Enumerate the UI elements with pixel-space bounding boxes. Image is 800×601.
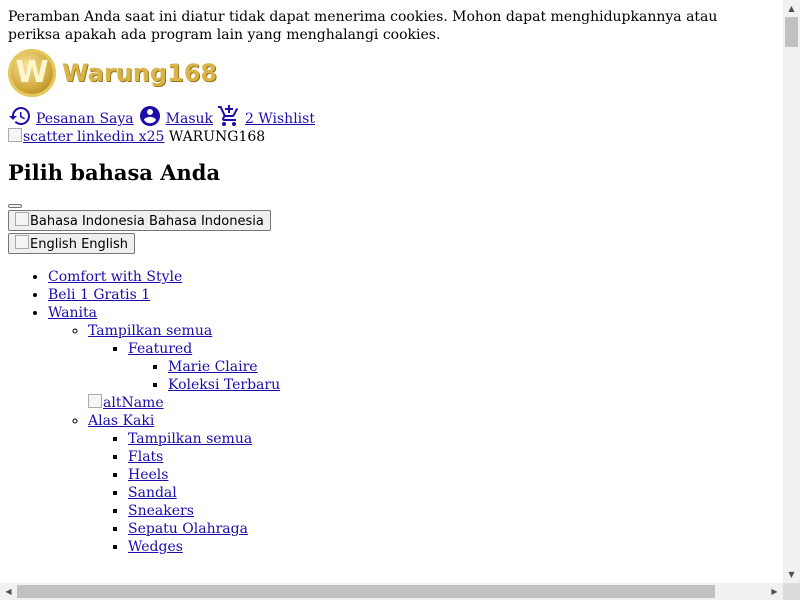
scroll-right-arrow-icon[interactable]: ▶ — [771, 586, 778, 596]
wanita-show-all-link[interactable]: Tampilkan semua — [88, 323, 213, 339]
list-item — [128, 430, 775, 448]
menu-link-comfort[interactable]: Comfort with Style — [48, 269, 183, 285]
language-heading: Pilih bahasa Anda — [8, 160, 221, 185]
broken-image-icon — [88, 394, 102, 408]
alas-kaki-items — [88, 430, 775, 556]
brand-image-link[interactable] — [8, 129, 164, 145]
language-close-button[interactable] — [8, 204, 22, 208]
broken-image-icon — [8, 128, 22, 142]
list-item — [128, 448, 775, 466]
vertical-scrollbar[interactable] — [783, 0, 800, 583]
featured-submenu — [88, 340, 775, 394]
brand-image-alt: scatter linkedin x25 — [23, 129, 165, 145]
flag-indonesia-icon — [15, 212, 29, 226]
main-menu — [8, 268, 775, 556]
account-circle-icon — [138, 104, 162, 128]
wishlist-link[interactable] — [217, 104, 315, 128]
vertical-scroll-thumb[interactable] — [785, 17, 798, 47]
lang-label-english: English — [81, 237, 129, 252]
scroll-down-arrow-icon[interactable]: ▼ — [788, 569, 795, 579]
menu-item — [48, 268, 775, 286]
list-item — [128, 520, 775, 538]
featured-link[interactable]: Featured — [128, 341, 193, 357]
alas-kaki-item-link[interactable]: Heels — [128, 467, 169, 483]
brand-row — [8, 128, 775, 146]
list-item — [168, 376, 775, 394]
login-link[interactable] — [138, 104, 213, 128]
language-option-english[interactable] — [8, 233, 135, 254]
list-item — [128, 538, 775, 556]
menu-item — [48, 304, 775, 556]
alas-kaki-item-link[interactable]: Tampilkan semua — [128, 431, 253, 447]
lang-alt-indonesia: Bahasa Indonesia — [30, 214, 145, 229]
my-orders-label: Pesanan Saya — [36, 111, 134, 127]
site-logo[interactable] — [8, 46, 775, 100]
alas-kaki-item-link[interactable]: Sepatu Olahraga — [128, 521, 248, 537]
menu-link-promo[interactable]: Beli 1 Gratis 1 — [48, 287, 151, 303]
user-nav — [8, 102, 775, 128]
featured-items — [128, 358, 775, 394]
login-label: Masuk — [165, 111, 214, 127]
scroll-left-arrow-icon[interactable]: ◀ — [5, 586, 12, 596]
scrollbar-corner — [783, 583, 800, 600]
wishlist-label: 2 Wishlist — [245, 111, 315, 127]
lang-label-indonesia: Bahasa Indonesia — [148, 214, 264, 229]
list-item — [128, 466, 775, 484]
featured-item-link[interactable]: Marie Claire — [168, 359, 258, 375]
brand-name: WARUNG168 — [168, 129, 266, 145]
logo-mark: W — [8, 49, 56, 97]
wanita-submenu — [48, 322, 775, 556]
history-icon — [8, 104, 32, 128]
logo-wordmark: Warung168 — [62, 59, 218, 87]
featured-item-link[interactable]: Koleksi Terbaru — [168, 377, 281, 393]
submenu-item — [88, 322, 775, 394]
menu-image-link[interactable] — [88, 395, 164, 411]
list-item — [128, 502, 775, 520]
submenu-image-item — [88, 394, 775, 412]
alas-kaki-item-link[interactable]: Sneakers — [128, 503, 194, 519]
flag-english-icon — [15, 235, 29, 249]
menu-image-alt: altName — [103, 395, 164, 411]
alas-kaki-link[interactable]: Alas Kaki — [88, 413, 155, 429]
alas-kaki-item-link[interactable]: Wedges — [128, 539, 183, 555]
horizontal-scrollbar[interactable] — [0, 583, 783, 600]
cart-add-icon — [217, 104, 241, 128]
horizontal-scroll-thumb[interactable] — [17, 585, 715, 598]
alas-kaki-item-link[interactable]: Flats — [128, 449, 164, 465]
submenu-item — [128, 340, 775, 394]
scroll-up-arrow-icon[interactable]: ▲ — [788, 3, 795, 13]
list-item — [168, 358, 775, 376]
cookie-notice: Peramban Anda saat ini diatur tidak dapat menerima cookies. Mohon dapat menghidupkannya atau periksa apakah ada program lain yang menghalangi cookies. — [8, 9, 718, 43]
my-orders-link[interactable] — [8, 104, 134, 128]
language-option-indonesia[interactable] — [8, 210, 271, 231]
menu-link-wanita[interactable]: Wanita — [48, 305, 97, 321]
menu-item — [48, 286, 775, 304]
alas-kaki-item-link[interactable]: Sandal — [128, 485, 177, 501]
lang-alt-english: English — [30, 237, 77, 252]
list-item — [128, 484, 775, 502]
submenu-item — [88, 412, 775, 556]
